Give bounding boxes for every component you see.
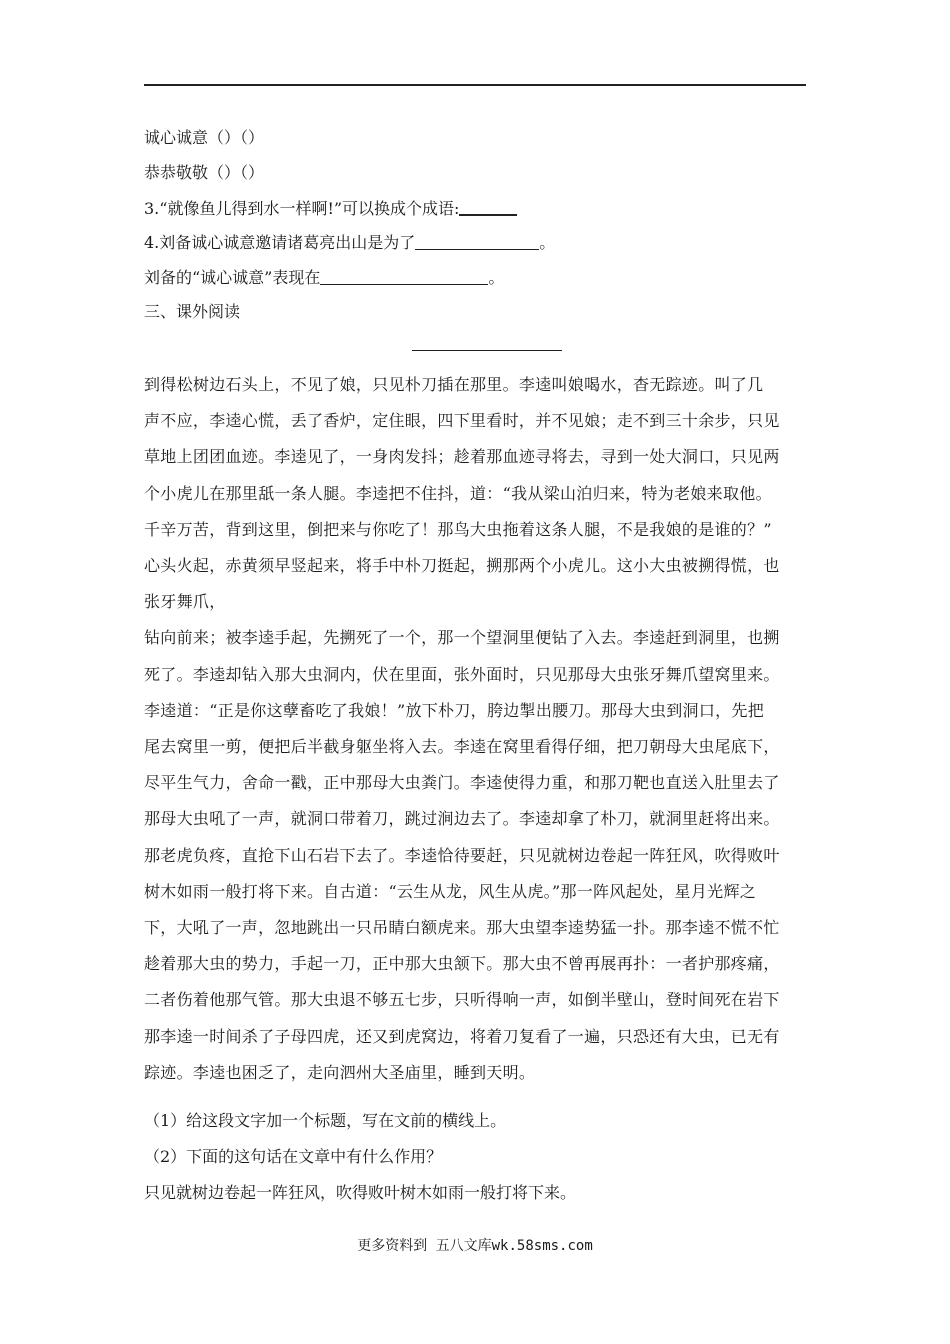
passage-row: 尽平生气力，舍命一戳，正中那母大虫粪门。李逵使得力重，和那刀靶也直送入肚里去了 [144, 773, 780, 793]
passage-row: 千辛万苦，背到这里，倒把来与你吃了！那鸟大虫拖着这条人腿，不是我娘的是谁的？” [144, 519, 772, 539]
passage-row: 李逵道：“正是你这孽畜吃了我娘！”放下朴刀，胯边掣出腰刀。那母大虫到洞口，先把 [144, 700, 765, 720]
question-3-text: 3.“就像鱼儿得到水一样啊!”可以换成个成语: [144, 199, 460, 218]
question-4a-text: 4.刘备诚心诚意邀请诸葛亮出山是为了 [144, 233, 416, 252]
question-4b-text: 刘备的“诚心诚意”表现在 [144, 268, 321, 287]
sub-question-2-quote: 只见就树边卷起一阵狂风，吹得败叶树木如雨一般打将下来。 [144, 1183, 577, 1202]
passage-row: 二者伤着他那气管。那大虫退不够五七步，只听得响一声，如倒半壁山，登时间死在岩下 [144, 990, 780, 1010]
passage-row: 个小虎儿在那里舐一条人腿。李逵把不住抖，道：“我从梁山泊归来，特为老娘来取他。 [144, 483, 772, 503]
passage-row: 草地上团团血迹。李逵见了，一身肉发抖；趁着那血迹寻将去，寻到一处大洞口，只见两 [144, 447, 780, 467]
question-4a [144, 233, 555, 253]
idiom-item-2: 恭恭敬敬（）（） [144, 163, 265, 182]
question-3 [144, 198, 517, 219]
question-4b-end: 。 [488, 268, 505, 287]
passage-row: 下，大吼了一声，忽地跳出一只吊睛白额虎来。那大虫望李逵势猛一扑。那李逵不慌不忙 [144, 918, 780, 938]
question-4b-answer-blank[interactable] [320, 268, 488, 285]
passage-row: 声不应，李逵心慌，丢了香炉，定住眼，四下里看时，并不见娘；走不到三十余步，只见 [144, 411, 780, 431]
passage-row: 死了。李逵却钻入那大虫洞内，伏在里面，张外面时，只见那母大虫张牙舞爪望窝里来。 [144, 664, 780, 684]
passage-row: 到得松树边石头上，不见了娘，只见朴刀插在那里。李逵叫娘喝水，杳无踪迹。叫了几 [144, 375, 764, 394]
passage-row: 心头火起，赤黄须早竖起来，将手中朴刀挺起，搠那两个小虎儿。这小大虫被搠得慌，也 [144, 556, 780, 576]
passage-row: 趁着那大虫的势力，手起一刀，正中那大虫颔下。那大虫不曾再展再扑：一者护那疼痛， [144, 954, 780, 974]
sub-question-1: （1）给这段文字加一个标题，写在文前的横线上。 [144, 1111, 507, 1130]
passage-row: 钻向前来；被李逵手起，先搠死了一个，那一个望洞里便钻了入去。李逵赶到洞里，也搠 [144, 628, 780, 648]
idiom-item-1: 诚心诚意（）（） [144, 128, 265, 147]
passage-row: 尾去窝里一剪，便把后半截身躯坐将入去。李逵在窝里看得仔细，把刀朝母大虫尾底下， [144, 737, 780, 757]
passage-row: 树木如雨一般打将下来。自古道：“云生从龙，风生从虎。”那一阵风起处，星月光辉之 [144, 881, 757, 901]
question-4a-answer-blank[interactable] [415, 233, 539, 250]
reading-passage [144, 367, 809, 1091]
sub-question-2: （2）下面的这句话在文章中有什么作用？ [144, 1147, 443, 1166]
passage-row: 踪迹。李逵也困乏了，走向泗州大圣庙里，睡到天明。 [144, 1062, 536, 1082]
question-3-answer-blank[interactable] [459, 198, 517, 216]
question-4b [144, 268, 504, 288]
passage-row: 那母大虫吼了一声，就洞口带着刀，跳过涧边去了。李逵却拿了朴刀，就洞里赶将出来。 [144, 809, 780, 829]
passage-title-blank[interactable] [412, 350, 562, 351]
header-rule [144, 84, 806, 86]
passage-row: 张牙舞爪， [144, 592, 226, 612]
section-heading: 三、课外阅读 [144, 302, 241, 321]
passage-row: 那李逵一时间杀了子母四虎，还又到虎窝边，将着刀复看了一遍，只恐还有大虫，已无有 [144, 1026, 780, 1046]
footer-link[interactable]: 更多资料到 五八文库wk.58sms.com [357, 1238, 593, 1254]
question-4a-end: 。 [539, 233, 556, 252]
passage-row: 那老虎负疼，直抢下山石岩下去了。李逵恰待要赶，只见就树边卷起一阵狂风，吹得败叶 [144, 845, 780, 865]
